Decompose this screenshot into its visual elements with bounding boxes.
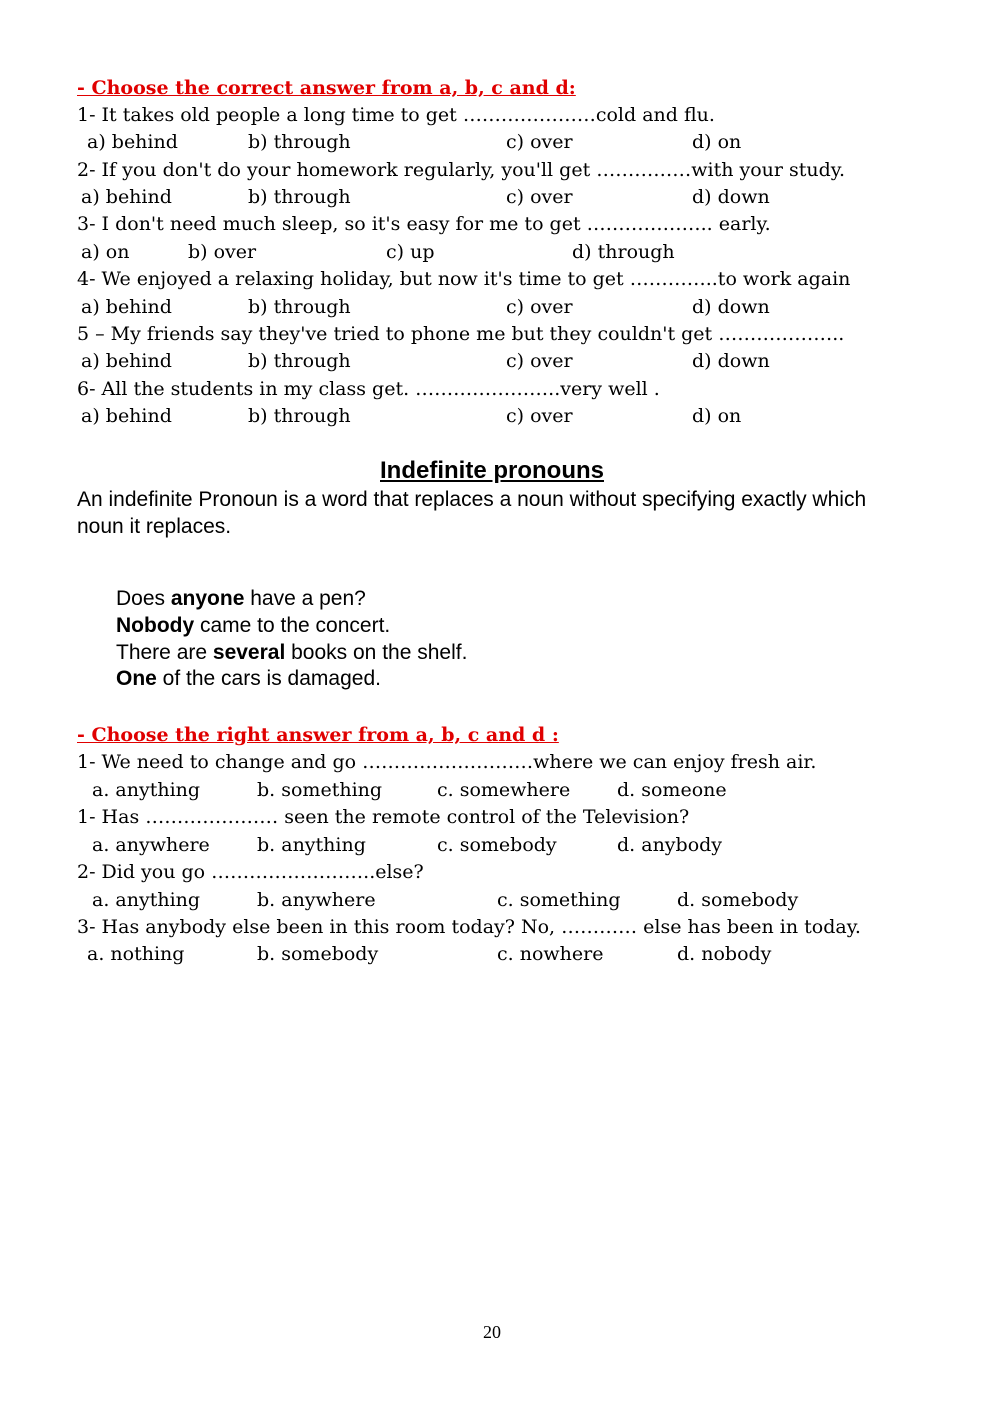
option-c: c. somewhere	[437, 779, 571, 801]
question-text: 3- Has anybody else been in this room today? No, ………… else has been in today.	[77, 916, 861, 938]
question-text: 6- All the students in my class get. …………………..very well .	[77, 378, 660, 400]
option-d: d) through	[572, 241, 675, 263]
option-a: a) behind	[87, 131, 178, 153]
option-a: a) on	[81, 241, 130, 263]
question-text: 3- I don't need much sleep, so it's easy for me to get ……………….. early.	[77, 213, 771, 235]
option-d: d. someone	[617, 779, 727, 801]
option-d: d. nobody	[677, 943, 772, 965]
option-b: b. anything	[257, 834, 366, 856]
question-text: 1- We need to change and go ………………………where we can enjoy fresh air.	[77, 751, 817, 773]
option-c: c) over	[506, 405, 573, 427]
option-a: a) behind	[81, 350, 172, 372]
option-c: c) over	[506, 350, 573, 372]
option-a: a) behind	[81, 186, 172, 208]
question-text: 5 – My friends say they've tried to phone me but they couldn't get ………………..	[77, 323, 845, 345]
option-a: a) behind	[81, 296, 172, 318]
option-c: c) over	[506, 296, 573, 318]
option-d: d. somebody	[677, 889, 799, 911]
question-text: 2- Did you go ……………………..else?	[77, 861, 424, 883]
section2-heading: - Choose the right answer from a, b, c and d :	[77, 724, 559, 746]
option-b: b) through	[248, 405, 351, 427]
example-sentence: There are several books on the shelf.	[116, 641, 468, 664]
option-d: d) down	[692, 296, 770, 318]
option-c: c) up	[386, 241, 435, 263]
option-d: d) down	[692, 350, 770, 372]
option-d: d) on	[692, 131, 742, 153]
option-a: a. anywhere	[92, 834, 210, 856]
option-a: a. anything	[92, 779, 201, 801]
option-b: b) over	[188, 241, 257, 263]
option-d: d. anybody	[617, 834, 723, 856]
option-b: b. somebody	[257, 943, 379, 965]
option-c: c. something	[497, 889, 621, 911]
question-text: 2- If you don't do your homework regularly, you'll get ……………with your study.	[77, 159, 846, 181]
option-d: d) down	[692, 186, 770, 208]
option-b: b) through	[248, 186, 351, 208]
definition-text: An indefinite Pronoun is a word that replaces a noun without specifying exactly which noun it replaces.	[77, 488, 867, 538]
option-d: d) on	[692, 405, 742, 427]
section-title: Indefinite pronouns	[380, 457, 604, 484]
option-b: b) through	[248, 131, 351, 153]
example-sentence: Nobody came to the concert.	[116, 614, 391, 637]
option-c: c. nowhere	[497, 943, 604, 965]
option-a: a) behind	[81, 405, 172, 427]
example-sentence: One of the cars is damaged.	[116, 667, 381, 690]
question-text: 1- Has ………………… seen the remote control of the Television?	[77, 806, 690, 828]
option-b: b) through	[248, 296, 351, 318]
question-text: 4- We enjoyed a relaxing holiday, but now it's time to get …………..to work again	[77, 268, 851, 290]
page-number: 20	[483, 1322, 501, 1342]
option-b: b. anywhere	[257, 889, 376, 911]
option-b: b. something	[257, 779, 383, 801]
question-text: 1- It takes old people a long time to get …………………cold and flu.	[77, 104, 715, 126]
option-b: b) through	[248, 350, 351, 372]
section1-heading: - Choose the correct answer from a, b, c and d:	[77, 77, 576, 99]
example-sentence: Does anyone have a pen?	[116, 587, 366, 610]
option-c: c) over	[506, 186, 573, 208]
option-c: c. somebody	[437, 834, 557, 856]
option-a: a. nothing	[87, 943, 185, 965]
option-c: c) over	[506, 131, 573, 153]
option-a: a. anything	[92, 889, 201, 911]
